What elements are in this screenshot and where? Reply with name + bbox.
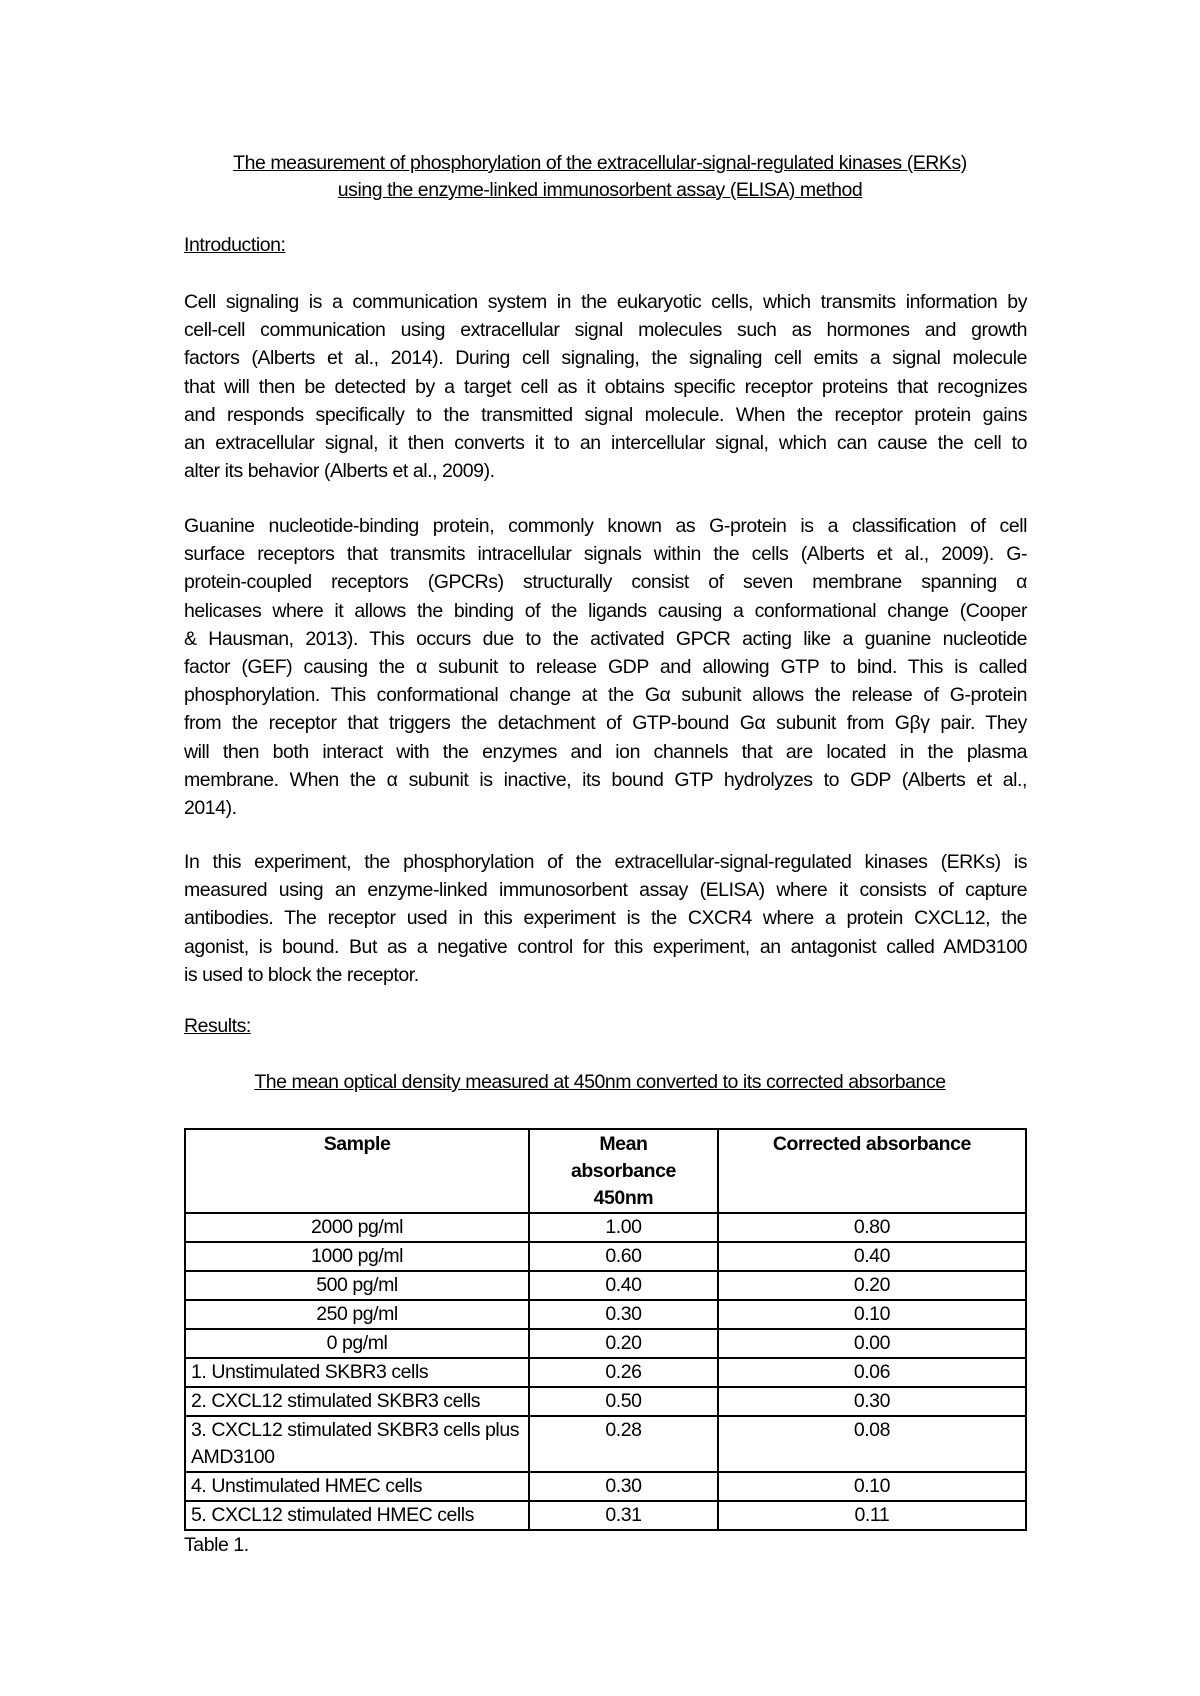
title-line-2: using the enzyme-linked immunosorbent assay (ELISA) method xyxy=(337,179,863,201)
cell-corrected-absorbance: 0.30 xyxy=(718,1387,1026,1416)
cell-sample: 5. CXCL12 stimulated HMEC cells xyxy=(185,1501,529,1530)
cell-sample: 3. CXCL12 stimulated SKBR3 cells plus AMD3100 xyxy=(185,1416,529,1472)
cell-mean-absorbance: 0.30 xyxy=(529,1472,718,1501)
cell-sample: 2000 pg/ml xyxy=(185,1213,529,1242)
paragraph-line: 2014). xyxy=(184,797,237,820)
cell-corrected-absorbance: 0.11 xyxy=(718,1501,1026,1530)
cell-corrected-absorbance: 0.40 xyxy=(718,1242,1026,1271)
introduction-heading: Introduction: xyxy=(184,234,286,256)
results-heading: Results: xyxy=(184,1015,251,1037)
cell-corrected-absorbance: 0.08 xyxy=(718,1416,1026,1472)
cell-sample: 250 pg/ml xyxy=(185,1300,529,1329)
cell-corrected-absorbance: 0.00 xyxy=(718,1329,1026,1358)
table-row xyxy=(185,1501,1026,1530)
paragraph-line: membrane. When the α subunit is inactive, its bound GTP hydrolyzes to GDP (Alberts et al., xyxy=(184,768,1027,791)
cell-mean-absorbance: 0.50 xyxy=(529,1387,718,1416)
paragraph-line: measured using an enzyme-linked immunosorbent assay (ELISA) where it consists of capture xyxy=(184,879,1027,902)
paragraph-line: antibodies. The receptor used in this experiment is the CXCR4 where a protein CXCL12, the xyxy=(184,907,1027,930)
title-line-1: The measurement of phosphorylation of the extracellular-signal-regulated kinases (ERKs) xyxy=(233,152,967,174)
table-row xyxy=(185,1387,1026,1416)
header-sample: Sample xyxy=(185,1129,529,1213)
table-row xyxy=(185,1416,1026,1472)
paragraph-line: Guanine nucleotide-binding protein, commonly known as G-protein is a classification of cell xyxy=(184,515,1027,537)
cell-mean-absorbance: 0.20 xyxy=(529,1329,718,1358)
paragraph-3 xyxy=(184,848,1027,989)
table-row xyxy=(185,1271,1026,1300)
cell-mean-absorbance: 0.40 xyxy=(529,1271,718,1300)
paragraph-1 xyxy=(184,288,1027,485)
paragraph-line: will then both interact with the enzymes and ion channels that are located in the plasma xyxy=(184,740,1027,763)
header-mean-absorbance xyxy=(529,1129,718,1213)
table-row xyxy=(185,1213,1026,1242)
paragraph-2 xyxy=(184,512,1027,822)
cell-mean-absorbance: 1.00 xyxy=(529,1213,718,1242)
cell-sample: 0 pg/ml xyxy=(185,1329,529,1358)
paragraph-line: phosphorylation. This conformational change at the Gα subunit allows the release of G-protein xyxy=(184,684,1027,707)
table-row xyxy=(185,1472,1026,1501)
cell-corrected-absorbance: 0.10 xyxy=(718,1472,1026,1501)
cell-sample: 4. Unstimulated HMEC cells xyxy=(185,1472,529,1501)
paragraph-line: from the receptor that triggers the detachment of GTP-bound Gα subunit from Gβγ pair. They xyxy=(184,712,1027,735)
cell-corrected-absorbance: 0.10 xyxy=(718,1300,1026,1329)
paragraph-line: factor (GEF) causing the α subunit to release GDP and allowing GTP to bind. This is called xyxy=(184,656,1027,679)
cell-sample: 2. CXCL12 stimulated SKBR3 cells xyxy=(185,1387,529,1416)
table-header-row xyxy=(185,1129,1026,1213)
cell-sample: 500 pg/ml xyxy=(185,1271,529,1300)
cell-mean-absorbance: 0.30 xyxy=(529,1300,718,1329)
paragraph-line: In this experiment, the phosphorylation of the extracellular-signal-regulated kinases (ERKs) is xyxy=(184,851,1027,873)
results-table xyxy=(184,1128,1027,1531)
table-label: Table 1. xyxy=(184,1534,249,1556)
cell-mean-absorbance: 0.26 xyxy=(529,1358,718,1387)
paragraph-line: Cell signaling is a communication system in the eukaryotic cells, which transmits information by xyxy=(184,291,1027,313)
paragraph-line: factors (Alberts et al., 2014). During cell signaling, the signaling cell emits a signal molecule xyxy=(184,347,1027,370)
document-title xyxy=(150,150,1050,204)
paragraph-line: alter its behavior (Alberts et al., 2009). xyxy=(184,460,495,483)
paragraph-line: and responds specifically to the transmitted signal molecule. When the receptor protein gains xyxy=(184,403,1027,426)
paragraph-line: protein-coupled receptors (GPCRs) structurally consist of seven membrane spanning α xyxy=(184,571,1027,594)
cell-corrected-absorbance: 0.80 xyxy=(718,1213,1026,1242)
table-row xyxy=(185,1242,1026,1271)
cell-sample: 1000 pg/ml xyxy=(185,1242,529,1271)
paragraph-line: is used to block the receptor. xyxy=(184,963,419,986)
paragraph-line: an extracellular signal, it then converts it to an intercellular signal, which can cause the cell to xyxy=(184,432,1027,455)
paragraph-line: & Hausman, 2013). This occurs due to the activated GPCR acting like a guanine nucleotide xyxy=(184,627,1027,650)
paragraph-line: surface receptors that transmits intracellular signals within the cells (Alberts et al., 2009). G- xyxy=(184,543,1027,566)
table-row xyxy=(185,1358,1026,1387)
paragraph-line: cell-cell communication using extracellular signal molecules such as hormones and growth xyxy=(184,319,1027,342)
header-mean-absorbance-text: Mean absorbance 450nm xyxy=(570,1133,676,1209)
table-row xyxy=(185,1300,1026,1329)
paragraph-line: that will then be detected by a target cell as it obtains specific receptor proteins that recognizes xyxy=(184,375,1027,398)
table-caption: The mean optical density measured at 450nm converted to its corrected absorbance xyxy=(254,1071,946,1093)
cell-mean-absorbance: 0.31 xyxy=(529,1501,718,1530)
cell-mean-absorbance: 0.28 xyxy=(529,1416,718,1472)
paragraph-line: agonist, is bound. But as a negative control for this experiment, an antagonist called AMD3100 xyxy=(184,935,1027,958)
cell-corrected-absorbance: 0.20 xyxy=(718,1271,1026,1300)
cell-mean-absorbance: 0.60 xyxy=(529,1242,718,1271)
cell-sample: 1. Unstimulated SKBR3 cells xyxy=(185,1358,529,1387)
table-row xyxy=(185,1329,1026,1358)
paragraph-line: helicases where it allows the binding of the ligands causing a conformational change (Cooper xyxy=(184,599,1027,622)
header-corrected-absorbance: Corrected absorbance xyxy=(718,1129,1026,1213)
cell-corrected-absorbance: 0.06 xyxy=(718,1358,1026,1387)
